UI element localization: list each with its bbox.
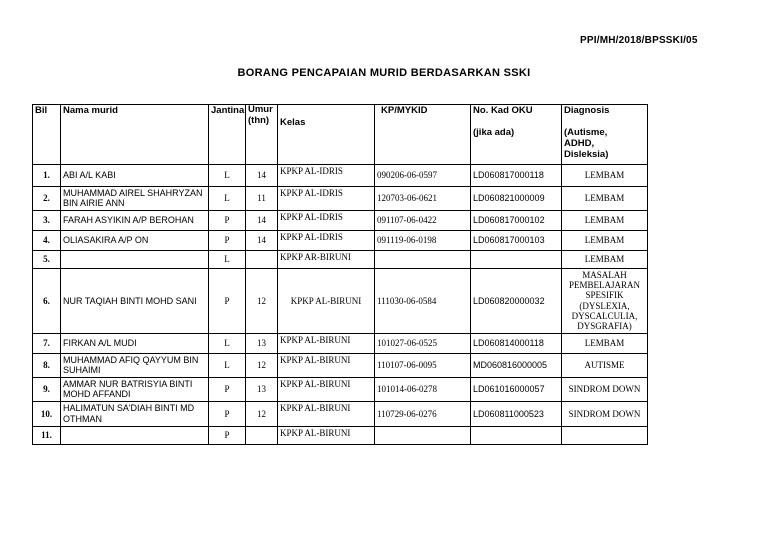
cell-umur <box>246 250 278 268</box>
cell-kelas: KPKP AL-BIRUNI <box>278 377 375 401</box>
table-row <box>33 401 648 426</box>
cell-no-kad-oku <box>471 250 562 268</box>
cell-kp-mykid <box>375 426 471 444</box>
header-jantina: Jantina <box>209 105 246 165</box>
cell-jantina: L <box>209 353 246 377</box>
cell-nama-murid <box>61 426 209 444</box>
cell-no-kad-oku: LD060817000118 <box>471 165 562 187</box>
cell-nama-murid: MUHAMMAD AIREL SHAHRYZAN BIN AIRIE ANN <box>61 187 209 211</box>
cell-diagnosis: LEMBAM <box>562 230 648 250</box>
cell-nama-murid: AMMAR NUR BATRISYIA BINTI MOHD AFFANDI <box>61 377 209 401</box>
cell-umur: 12 <box>246 268 278 333</box>
header-diagnosis: Diagnosis (Autisme, ADHD, Disleksia) <box>562 105 648 165</box>
cell-kp-mykid: 120703-06-0621 <box>375 187 471 211</box>
header-umur: Umur (thn) <box>246 105 278 165</box>
cell-kelas: KPKP AL-BIRUNI <box>278 401 375 426</box>
header-kp-mykid: KP/MYKID <box>375 105 471 165</box>
document-title: BORANG PENCAPAIAN MURID BERDASARKAN SSKI <box>237 67 531 79</box>
cell-nama-murid: ABI A/L KABI <box>61 165 209 187</box>
cell-jantina: P <box>209 401 246 426</box>
cell-diagnosis: SINDROM DOWN <box>562 401 648 426</box>
cell-kp-mykid <box>375 250 471 268</box>
cell-kp-mykid: 111030-06-0584 <box>375 268 471 333</box>
cell-kp-mykid: 091119-06-0198 <box>375 230 471 250</box>
cell-bil: 4. <box>33 230 61 250</box>
cell-bil: 3. <box>33 210 61 230</box>
cell-bil: 10. <box>33 401 61 426</box>
cell-nama-murid: OLIASAKIRA A/P ON <box>61 230 209 250</box>
cell-no-kad-oku: LD060817000103 <box>471 230 562 250</box>
cell-jantina: L <box>209 165 246 187</box>
cell-nama-murid: FARAH ASYIKIN A/P BEROHAN <box>61 210 209 230</box>
cell-no-kad-oku: LD060821000009 <box>471 187 562 211</box>
cell-umur: 14 <box>246 230 278 250</box>
cell-umur: 14 <box>246 210 278 230</box>
cell-kelas: KPKP AL-IDRIS <box>278 165 375 187</box>
cell-kp-mykid: 101027-06-0525 <box>375 333 471 353</box>
table-row <box>33 250 648 268</box>
cell-bil: 7. <box>33 333 61 353</box>
table-row <box>33 230 648 250</box>
header-kelas: Kelas <box>278 105 375 165</box>
cell-diagnosis: LEMBAM <box>562 333 648 353</box>
cell-nama-murid: HALIMATUN SA'DIAH BINTI MD OTHMAN <box>61 401 209 426</box>
cell-diagnosis: LEMBAM <box>562 210 648 230</box>
cell-umur: 13 <box>246 333 278 353</box>
table-row <box>33 165 648 187</box>
cell-nama-murid <box>61 250 209 268</box>
cell-no-kad-oku: LD060814000118 <box>471 333 562 353</box>
cell-diagnosis: LEMBAM <box>562 187 648 211</box>
cell-jantina: P <box>209 210 246 230</box>
cell-diagnosis: SINDROM DOWN <box>562 377 648 401</box>
cell-jantina: P <box>209 377 246 401</box>
cell-jantina: L <box>209 333 246 353</box>
student-achievement-table <box>32 104 648 445</box>
cell-nama-murid: FIRKAN A/L MUDI <box>61 333 209 353</box>
header-bil: Bil <box>33 105 61 165</box>
cell-jantina: L <box>209 187 246 211</box>
cell-diagnosis: LEMBAM <box>562 165 648 187</box>
cell-kp-mykid: 110729-06-0276 <box>375 401 471 426</box>
cell-kelas: KPKP AL-BIRUNI <box>278 268 375 333</box>
cell-umur: 12 <box>246 401 278 426</box>
cell-umur: 11 <box>246 187 278 211</box>
cell-kelas: KPKP AL-IDRIS <box>278 230 375 250</box>
cell-no-kad-oku: LD060817000102 <box>471 210 562 230</box>
document-reference-code: PPI/MH/2018/BPSSKI/05 <box>580 35 698 46</box>
cell-no-kad-oku: LD060811000523 <box>471 401 562 426</box>
cell-kp-mykid: 091107-06-0422 <box>375 210 471 230</box>
cell-jantina: P <box>209 268 246 333</box>
table-row <box>33 353 648 377</box>
header-no-kad-oku: No. Kad OKU (jika ada) <box>471 105 562 165</box>
cell-umur: 12 <box>246 353 278 377</box>
cell-diagnosis <box>562 426 648 444</box>
table-row <box>33 210 648 230</box>
cell-umur: 13 <box>246 377 278 401</box>
table-row <box>33 426 648 444</box>
table-row <box>33 268 648 333</box>
cell-kelas: KPKP AL-BIRUNI <box>278 333 375 353</box>
cell-bil: 1. <box>33 165 61 187</box>
cell-kelas: KPKP AL-BIRUNI <box>278 426 375 444</box>
cell-no-kad-oku: LD061016000057 <box>471 377 562 401</box>
cell-kelas: KPKP AL-BIRUNI <box>278 353 375 377</box>
cell-nama-murid: NUR TAQIAH BINTI MOHD SANI <box>61 268 209 333</box>
table-row <box>33 187 648 211</box>
table-header-row <box>33 105 648 165</box>
cell-bil: 5. <box>33 250 61 268</box>
cell-kp-mykid: 090206-06-0597 <box>375 165 471 187</box>
header-nama-murid: Nama murid <box>61 105 209 165</box>
cell-nama-murid: MUHAMMAD AFIQ QAYYUM BIN SUHAIMI <box>61 353 209 377</box>
cell-no-kad-oku: LD060820000032 <box>471 268 562 333</box>
cell-bil: 8. <box>33 353 61 377</box>
cell-jantina: L <box>209 250 246 268</box>
cell-bil: 6. <box>33 268 61 333</box>
cell-no-kad-oku <box>471 426 562 444</box>
cell-jantina: P <box>209 230 246 250</box>
cell-diagnosis: MASALAH PEMBELAJARAN SPESIFIK (DYSLEXIA, DYSCALCULIA, DYSGRAFIA) <box>562 268 648 333</box>
cell-no-kad-oku: MD060816000005 <box>471 353 562 377</box>
cell-diagnosis: LEMBAM <box>562 250 648 268</box>
cell-kp-mykid: 110107-06-0095 <box>375 353 471 377</box>
cell-umur <box>246 426 278 444</box>
cell-kp-mykid: 101014-06-0278 <box>375 377 471 401</box>
cell-bil: 9. <box>33 377 61 401</box>
cell-kelas: KPKP AR-BIRUNI <box>278 250 375 268</box>
table-row <box>33 377 648 401</box>
cell-umur: 14 <box>246 165 278 187</box>
cell-kelas: KPKP AL-IDRIS <box>278 187 375 211</box>
cell-diagnosis: AUTISME <box>562 353 648 377</box>
cell-kelas: KPKP AL-IDRIS <box>278 210 375 230</box>
table-row <box>33 333 648 353</box>
cell-bil: 2. <box>33 187 61 211</box>
cell-jantina: P <box>209 426 246 444</box>
cell-bil: 11. <box>33 426 61 444</box>
